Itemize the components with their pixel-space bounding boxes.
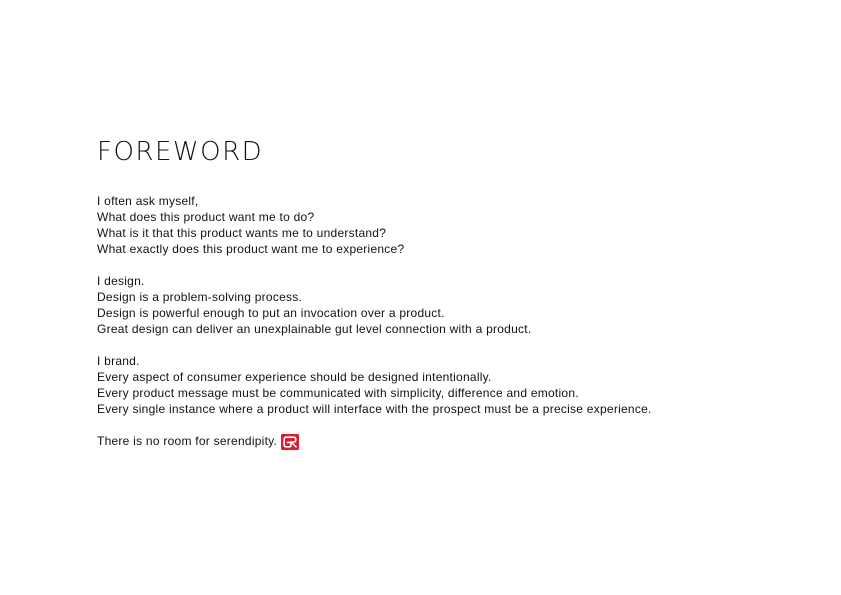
paragraph-brand: [97, 353, 797, 417]
foreword-body: [97, 193, 797, 465]
paragraph-questions: [97, 193, 797, 257]
text-line: What is it that this product wants me to understand?: [97, 226, 387, 240]
text-line: I brand.: [97, 354, 140, 368]
text-line: Design is a problem-solving process.: [97, 290, 303, 304]
text-line: Every product message must be communicated with simplicity, difference and emotion.: [97, 386, 579, 400]
text-line: I often ask myself,: [97, 194, 199, 208]
text-line: What does this product want me to do?: [97, 210, 315, 224]
text-line: Every single instance where a product will interface with the prospect must be a precise experience.: [97, 402, 652, 416]
text-line: Every aspect of consumer experience should be designed intentionally.: [97, 370, 492, 384]
page-title: FOREWORD: [97, 137, 264, 167]
closing-line: [97, 433, 797, 449]
text-line: What exactly does this product want me to experience?: [97, 242, 405, 256]
gr-monogram-logo: [281, 434, 299, 450]
text-line: I design.: [97, 274, 145, 288]
text-line: Great design can deliver an unexplainable gut level connection with a product.: [97, 322, 532, 336]
paragraph-design: [97, 273, 797, 337]
closing-text: There is no room for serendipity.: [97, 434, 278, 448]
text-line: Design is powerful enough to put an invocation over a product.: [97, 306, 445, 320]
